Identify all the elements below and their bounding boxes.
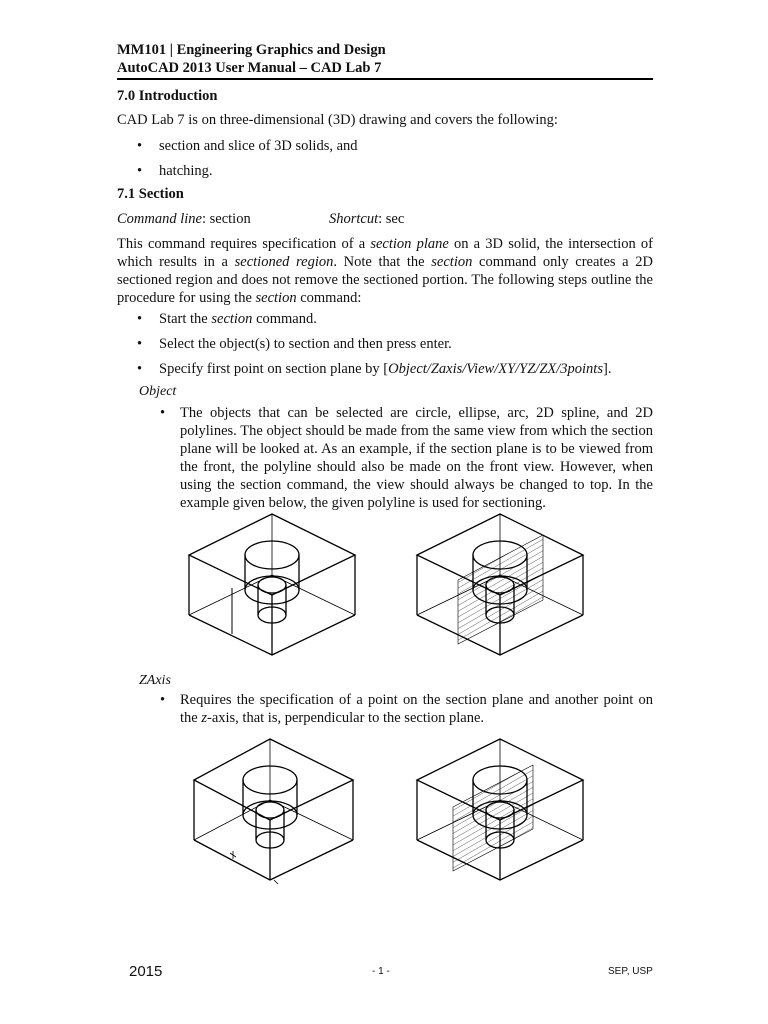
header-manual-title: AutoCAD 2013 User Manual – CAD Lab 7 <box>117 60 382 76</box>
footer-organization: SEP, USP <box>608 966 653 977</box>
solid-after-object-section <box>413 510 588 660</box>
bullet-text: section and slice of 3D solids, and <box>159 138 358 154</box>
bullet-icon: • <box>137 163 143 179</box>
heading-introduction: 7.0 Introduction <box>117 88 218 104</box>
step-2: • Select the object(s) to section and then press enter. <box>137 336 452 352</box>
section-description: This command requires specification of a section plane on a 3D solid, the intersection of which results in a sectioned region. Note that the section command only creates a 2D sectioned region and does not remove the sectioned portion. The following steps outline the procedure for using the section command: <box>117 236 653 306</box>
shortcut-row <box>329 210 529 228</box>
header-course-title: MM101 | Engineering Graphics and Design <box>117 42 386 58</box>
heading-section: 7.1 Section <box>117 186 184 202</box>
zaxis-subheading: ZAxis <box>139 673 171 688</box>
footer-year: 2015 <box>129 963 163 980</box>
zaxis-bullet <box>160 691 653 731</box>
bullet-icon: • <box>137 138 143 154</box>
object-text: The objects that can be selected are circle, ellipse, arc, 2D spline, and 2D polylines. The object should be made from the same view from which the section plane will be looked at. As an example, if the section plane is to be viewed from the front, the polyline should also be made on the front view. However, when using the section command, the view should always be changed to top. In the example given below, the given polyline is used for sectioning. <box>180 405 653 511</box>
bullet-icon: • <box>160 405 166 421</box>
step-3: • Specify first point on section plane by [Object/Zaxis/View/XY/YZ/ZX/3points]. <box>137 361 612 377</box>
header-rule <box>117 78 653 80</box>
object-bullet <box>160 404 653 511</box>
intro-bullet-2 <box>137 162 213 180</box>
bullet-icon: • <box>137 336 143 352</box>
intro-text: CAD Lab 7 is on three-dimensional (3D) drawing and covers the following: <box>117 112 558 128</box>
object-subheading: Object <box>139 384 177 399</box>
intro-bullet-1 <box>137 137 358 155</box>
solid-before-object-section <box>185 510 360 660</box>
bullet-icon: • <box>137 361 143 377</box>
command-line-value: : section <box>201 211 251 227</box>
bullet-icon: • <box>160 692 166 708</box>
bullet-text: hatching. <box>159 163 213 179</box>
command-line-label: Command line <box>117 211 202 227</box>
step-1: • Start the section command. <box>137 311 317 327</box>
solid-before-zaxis-section <box>190 735 365 885</box>
bullet-icon: • <box>137 311 143 327</box>
footer-page-number: - 1 - <box>372 966 390 977</box>
solid-after-zaxis-section <box>413 735 588 885</box>
shortcut-label: Shortcut <box>329 211 379 227</box>
zaxis-text: Requires the specification of a point on the section plane and another point on the z-axis, that is, perpendicular to the section plane. <box>180 692 653 726</box>
shortcut-value: : sec <box>378 211 405 227</box>
